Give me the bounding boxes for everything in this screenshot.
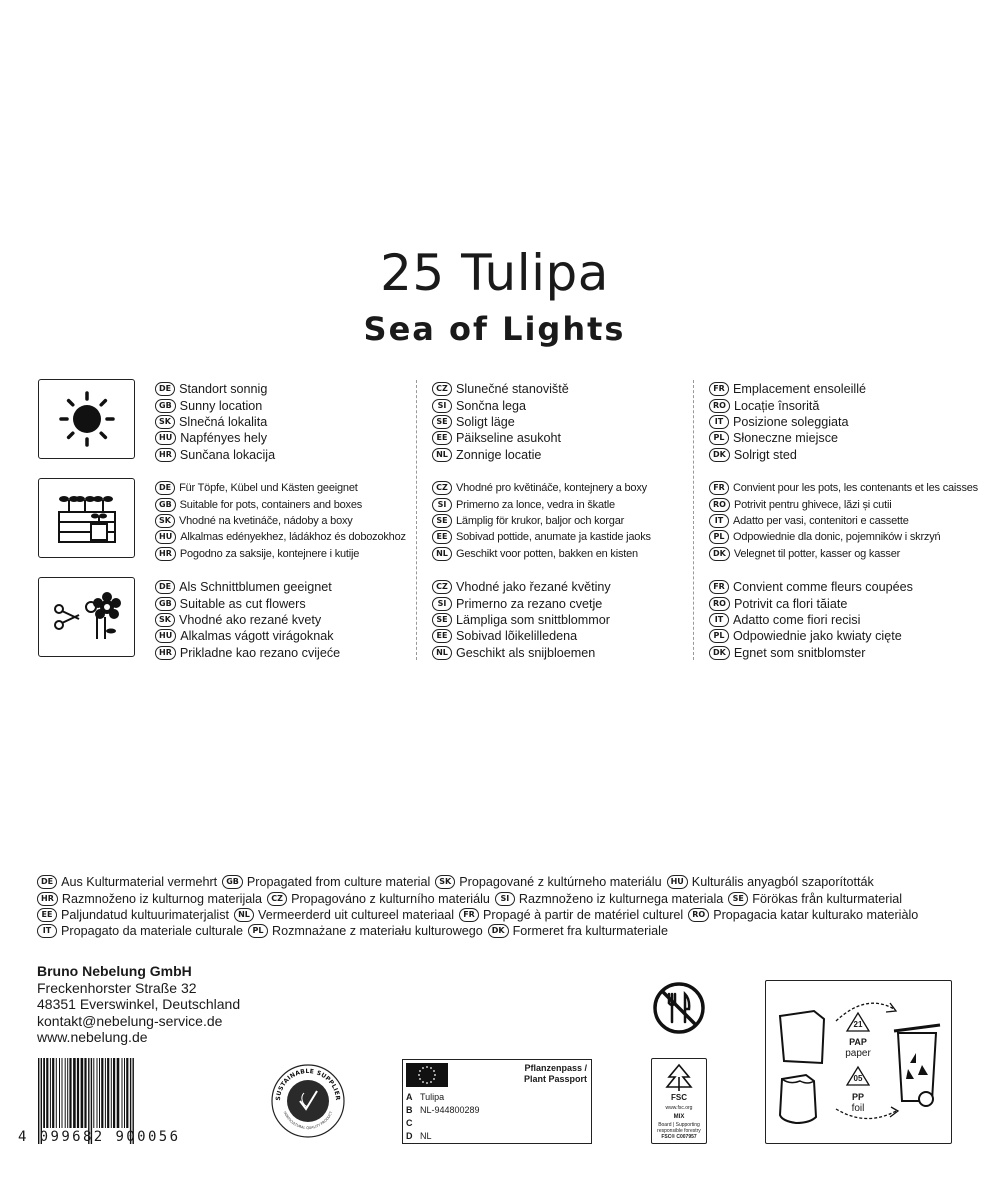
language-badge: SE <box>728 892 748 906</box>
language-badge: IT <box>709 415 729 429</box>
barcode-bar <box>124 1058 125 1128</box>
instruction-line <box>709 546 978 562</box>
instruction-column <box>155 579 340 661</box>
barcode-bar <box>67 1058 68 1128</box>
propagation-notes <box>37 874 967 940</box>
barcode-bar <box>56 1058 57 1128</box>
recycling-graphics <box>766 981 953 1145</box>
passport-row-c: C <box>406 1118 413 1128</box>
language-badge: FR <box>709 580 729 594</box>
instruction-text: Egnet som snitblomster <box>733 645 866 660</box>
language-badge: RO <box>709 597 730 611</box>
instruction-text: Lämpliga som snittblommor <box>456 612 610 627</box>
instruction-line <box>155 397 275 413</box>
language-badge: HU <box>155 629 176 643</box>
instruction-text: Als Schnittblumen geeignet <box>179 580 332 595</box>
language-badge: DE <box>155 580 175 594</box>
instruction-text: Lämplig för krukor, baljor och korgar <box>456 514 625 527</box>
barcode-bar <box>84 1058 86 1128</box>
propagation-item <box>667 875 874 889</box>
language-badge: NL <box>432 646 452 660</box>
instruction-text: Slnečná lokalita <box>179 414 268 429</box>
propagation-item <box>37 875 217 889</box>
language-badge: GB <box>155 498 176 512</box>
instruction-line <box>709 513 978 529</box>
barcode-bar <box>105 1058 106 1128</box>
instruction-line <box>709 579 913 595</box>
instruction-line <box>432 595 611 611</box>
instruction-text: Adatto come fiori recisi <box>733 612 861 627</box>
instruction-line <box>155 595 340 611</box>
language-badge: FR <box>709 481 729 495</box>
instruction-text: Sunčana lokacija <box>179 447 276 462</box>
barcode-bar <box>43 1058 45 1128</box>
barcode-bar <box>62 1058 63 1128</box>
instruction-line <box>155 513 406 529</box>
paper-code: 21 <box>853 1020 863 1029</box>
product-subtitle: Sea of Lights <box>363 310 626 348</box>
instruction-line <box>709 628 913 644</box>
company-street: Freckenhorster Straße 32 <box>37 979 197 996</box>
column-divider <box>416 380 417 660</box>
instruction-column <box>155 480 406 562</box>
propagation-item <box>728 892 902 906</box>
instruction-text: Potrivit pentru ghivece, lăzi și cutii <box>733 498 892 511</box>
instruction-column <box>432 579 611 661</box>
instruction-line <box>155 612 340 628</box>
instruction-line <box>432 612 611 628</box>
company-website: www.nebelung.de <box>37 1029 148 1046</box>
plastic-code: 05 <box>853 1074 863 1083</box>
instruction-line <box>709 447 866 463</box>
instruction-column <box>709 579 913 661</box>
language-badge: SI <box>495 892 515 906</box>
propagation-line <box>37 907 967 923</box>
instruction-text: Geschikt als snijbloemen <box>456 645 596 660</box>
barcode-bar <box>126 1058 128 1128</box>
propagation-item <box>248 924 483 938</box>
instruction-text: Päikseline asukoht <box>456 431 562 446</box>
language-badge: SK <box>155 514 175 528</box>
language-badge: HU <box>155 431 176 445</box>
barcode-digits: 4 099682 900056 <box>18 1129 181 1145</box>
language-badge: NL <box>432 448 452 462</box>
propagation-line <box>37 890 967 906</box>
propagation-item <box>488 924 668 938</box>
propagation-text: Propagato da materiale culturale <box>61 924 244 939</box>
language-badge: PL <box>709 431 729 445</box>
instruction-text: Vhodné na kvetináče, nádoby a boxy <box>179 514 353 527</box>
propagation-text: Förökas från kulturmaterial <box>752 891 903 906</box>
fsc-site: www.fsc.org <box>665 1105 693 1111</box>
product-title: 25 Tulipa <box>380 244 609 302</box>
company-email: kontakt@nebelung-service.de <box>37 1012 223 1029</box>
cut-flowers-icon <box>51 587 123 647</box>
propagation-item <box>267 892 490 906</box>
fsc-code: FSC® C007957 <box>661 1134 697 1140</box>
instruction-text: Vhodné jako řezané květiny <box>456 580 611 595</box>
instruction-text: Adatto per vasi, contenitori e cassette <box>733 514 909 527</box>
barcode-bar <box>52 1058 54 1128</box>
eu-flag-icon <box>406 1063 448 1087</box>
fsc-desc: Board | Supporting responsible forestry <box>657 1122 701 1134</box>
language-badge: SK <box>155 613 175 627</box>
instruction-line <box>709 397 866 413</box>
instruction-line <box>432 546 651 562</box>
instruction-text: Alkalmas vágott virágoknak <box>180 629 334 644</box>
instruction-column <box>709 381 866 463</box>
language-badge: EE <box>432 629 452 643</box>
language-badge: DE <box>37 875 57 889</box>
propagation-item <box>688 908 918 922</box>
language-badge: SK <box>155 415 175 429</box>
not-edible-icon <box>652 981 706 1035</box>
propagation-text: Propagé à partir de matériel culturel <box>483 907 684 922</box>
language-badge: DE <box>155 382 175 396</box>
language-badge: SI <box>432 597 452 611</box>
propagation-text: Razmnoženo iz kulturnog materijala <box>61 891 263 906</box>
language-badge: HU <box>155 530 176 544</box>
instruction-text: Sunny location <box>179 398 263 413</box>
instruction-text: Geschikt voor potten, bakken en kisten <box>456 547 638 560</box>
instruction-line <box>155 546 406 562</box>
sustainable-supplier-seal <box>270 1063 346 1139</box>
instruction-text: Odpowiednie jako kwiaty cięte <box>733 629 902 644</box>
language-badge: GB <box>155 399 176 413</box>
language-badge: PL <box>248 924 268 938</box>
propagation-text: Propagované z kultúrneho materiálu <box>459 875 662 890</box>
sun-icon <box>57 389 117 449</box>
instruction-text: Zonnige locatie <box>456 447 542 462</box>
language-badge: DE <box>155 481 175 495</box>
seal-text: SUSTAINABLE SUPPLIER <box>274 1067 342 1101</box>
barcode-bar <box>113 1058 115 1128</box>
fsc-logo <box>651 1058 707 1144</box>
language-badge: EE <box>432 530 452 544</box>
instruction-line <box>155 414 275 430</box>
instruction-line <box>155 579 340 595</box>
language-badge: HU <box>667 875 688 889</box>
paper-abbr: PAP <box>849 1037 867 1047</box>
language-badge: SE <box>432 415 452 429</box>
propagation-text: Razmnoženo iz kulturnega materiala <box>518 891 724 906</box>
instruction-line <box>432 628 611 644</box>
recycling-info <box>765 980 952 1144</box>
plant-passport-title: Pflanzenpass / Plant Passport <box>523 1063 587 1084</box>
propagation-item <box>37 924 243 938</box>
propagation-item <box>459 908 683 922</box>
language-badge: HR <box>155 448 176 462</box>
instruction-line <box>709 595 913 611</box>
propagation-item <box>234 908 454 922</box>
language-badge: HR <box>155 646 176 660</box>
instruction-column <box>155 381 275 463</box>
instruction-line <box>155 381 275 397</box>
instruction-column <box>709 480 978 562</box>
instruction-line <box>432 381 569 397</box>
instruction-line <box>432 430 569 446</box>
instruction-line <box>709 529 978 545</box>
instruction-text: Suitable for pots, containers and boxes <box>179 498 363 511</box>
instruction-line <box>432 447 569 463</box>
instruction-text: Solrigt sted <box>733 447 797 462</box>
language-badge: RO <box>709 399 730 413</box>
instruction-line <box>432 529 651 545</box>
propagation-item <box>37 908 229 922</box>
instruction-text: Napfényes hely <box>180 431 268 446</box>
language-badge: HR <box>37 892 58 906</box>
propagation-line <box>37 874 967 890</box>
instruction-line <box>432 513 651 529</box>
language-badge: SE <box>432 514 452 528</box>
instruction-line <box>432 496 651 512</box>
language-badge: DK <box>488 924 509 938</box>
barcode-bar <box>99 1058 100 1128</box>
passport-row-b: B NL-944800289 <box>406 1105 480 1115</box>
instruction-text: Standort sonnig <box>179 382 268 397</box>
language-badge: CZ <box>267 892 287 906</box>
instruction-text: Posizione soleggiata <box>733 414 849 429</box>
instruction-line <box>432 579 611 595</box>
company-name: Bruno Nebelung GmbH <box>37 963 192 979</box>
language-badge: DK <box>709 646 730 660</box>
propagation-text: Vermeerderd uit cultureel materiaal <box>258 907 455 922</box>
instruction-text: Słoneczne miejsce <box>733 431 838 446</box>
instruction-text: Vhodné pro květináče, kontejnery a boxy <box>456 482 647 495</box>
propagation-line <box>37 923 967 939</box>
instruction-text: Convient pour les pots, les contenants et les caisses <box>733 482 978 495</box>
barcode-bar <box>101 1058 103 1128</box>
language-badge: PL <box>709 530 729 544</box>
plastic-abbr: PP <box>851 1092 864 1102</box>
barcode-bar <box>46 1058 48 1128</box>
propagation-text: Propagováno z kulturního materiálu <box>291 891 490 906</box>
instruction-text: Pogodno za saksije, kontejnere i kutije <box>179 547 360 560</box>
barcode-bar <box>97 1058 98 1128</box>
language-badge: EE <box>432 431 452 445</box>
language-badge: SE <box>432 613 452 627</box>
propagation-text: Formeret fra kulturmateriale <box>512 924 668 939</box>
instruction-text: Prikladne kao rezano cvijeće <box>179 645 341 660</box>
propagation-text: Propagated from culture material <box>246 875 431 890</box>
barcode-bar <box>59 1058 60 1128</box>
language-badge: DK <box>709 547 730 561</box>
fsc-tree-icon <box>663 1063 695 1093</box>
language-badge: NL <box>432 547 452 561</box>
language-badge: CZ <box>432 580 452 594</box>
instruction-line <box>155 480 406 496</box>
instruction-text: Sobivad pottide, anumate ja kastide jaoks <box>456 531 651 544</box>
planter-box-icon-box <box>38 478 135 558</box>
propagation-item <box>37 892 262 906</box>
instruction-line <box>709 496 978 512</box>
company-city: 48351 Everswinkel, Deutschland <box>37 996 241 1013</box>
instruction-text: Primerno za lonce, vedra in škatle <box>456 498 615 511</box>
propagation-text: Kulturális anyagból szaporították <box>691 875 874 890</box>
instruction-text: Emplacement ensoleillé <box>733 382 867 397</box>
barcode-bar <box>65 1058 66 1128</box>
barcode-bar <box>117 1058 120 1128</box>
language-badge: NL <box>234 908 254 922</box>
instruction-line <box>709 480 978 496</box>
language-badge: CZ <box>432 382 452 396</box>
instruction-text: Slunečné stanoviště <box>456 382 569 397</box>
instruction-text: Odpowiednie dla donic, pojemników i skrzyń <box>733 531 941 544</box>
language-badge: HR <box>155 547 176 561</box>
instruction-line <box>432 414 569 430</box>
instruction-line <box>432 397 569 413</box>
language-badge: SI <box>432 399 452 413</box>
fsc-type: MIX <box>673 1114 685 1120</box>
barcode-bar <box>77 1058 79 1128</box>
language-badge: DK <box>709 448 730 462</box>
passport-row-d: D NL <box>406 1131 432 1141</box>
propagation-text: Rozmnażane z materiału kulturowego <box>272 924 483 939</box>
instruction-text: Sončna lega <box>456 398 527 413</box>
language-badge: RO <box>688 908 709 922</box>
paper-label: paper <box>845 1048 871 1059</box>
instruction-line <box>709 430 866 446</box>
language-badge: PL <box>709 629 729 643</box>
barcode-bar <box>69 1058 71 1128</box>
language-badge: GB <box>155 597 176 611</box>
propagation-item <box>495 892 723 906</box>
fsc-brand: FSC <box>671 1093 687 1102</box>
column-divider <box>693 380 694 660</box>
instruction-line <box>709 414 866 430</box>
instruction-text: Suitable as cut flowers <box>179 596 306 611</box>
barcode-bar <box>73 1058 76 1128</box>
passport-row-a: A Tulipa <box>406 1092 445 1102</box>
language-badge: SI <box>432 498 452 512</box>
instruction-text: Für Töpfe, Kübel und Kästen geeignet <box>179 482 358 495</box>
planter-box-icon <box>55 488 119 548</box>
instruction-line <box>432 480 651 496</box>
instruction-line <box>155 496 406 512</box>
instruction-column <box>432 480 651 562</box>
instruction-text: Primerno za rezano cvetje <box>456 596 603 611</box>
instruction-column <box>432 381 569 463</box>
instruction-text: Potrivit ca flori tăiate <box>733 596 848 611</box>
barcode-bar <box>50 1058 51 1128</box>
propagation-item <box>435 875 661 889</box>
language-badge: IT <box>37 924 57 938</box>
instruction-text: Locație însorită <box>733 398 820 413</box>
barcode-bar <box>111 1058 112 1128</box>
barcode-bar <box>107 1058 109 1128</box>
instruction-line <box>155 447 275 463</box>
instruction-text: Vhodné ako rezané kvety <box>179 612 322 627</box>
instruction-line <box>709 645 913 661</box>
propagation-text: Propagacia katar kulturako materiàlo <box>713 907 919 922</box>
instruction-line <box>155 645 340 661</box>
propagation-text: Aus Kulturmaterial vermehrt <box>61 875 218 890</box>
instruction-text: Sobivad lõikelilledena <box>456 629 578 644</box>
cut-flowers-icon-box <box>38 577 135 657</box>
instruction-line <box>709 612 913 628</box>
sun-icon-box <box>38 379 135 459</box>
language-badge: RO <box>709 498 730 512</box>
barcode-bar <box>122 1058 123 1128</box>
instruction-line <box>432 645 611 661</box>
language-badge: CZ <box>432 481 452 495</box>
plant-passport <box>402 1059 592 1144</box>
language-badge: FR <box>709 382 729 396</box>
language-badge: FR <box>459 908 479 922</box>
propagation-text: Paljundatud kultuurimaterjalist <box>61 907 230 922</box>
company-address <box>37 963 240 1046</box>
propagation-item <box>222 875 430 889</box>
instruction-line <box>155 529 406 545</box>
instruction-line <box>155 628 340 644</box>
instruction-line <box>709 381 866 397</box>
language-badge: IT <box>709 613 729 627</box>
barcode-bar <box>93 1058 94 1128</box>
language-badge: SK <box>435 875 455 889</box>
instruction-line <box>155 430 275 446</box>
instruction-text: Soligt läge <box>456 414 515 429</box>
barcode-bar <box>81 1058 84 1128</box>
language-badge: IT <box>709 514 729 528</box>
plastic-label: foil <box>851 1103 865 1114</box>
instruction-text: Convient comme fleurs coupées <box>733 580 913 595</box>
seal-subtext: HORTICULTURAL QUALITY PRODUCT <box>282 1110 334 1131</box>
instruction-text: Alkalmas edényekhez, ládákhoz és dobozokhoz <box>180 531 406 544</box>
language-badge: GB <box>222 875 243 889</box>
language-badge: EE <box>37 908 57 922</box>
instruction-text: Velegnet til potter, kasser og kasser <box>733 547 901 560</box>
